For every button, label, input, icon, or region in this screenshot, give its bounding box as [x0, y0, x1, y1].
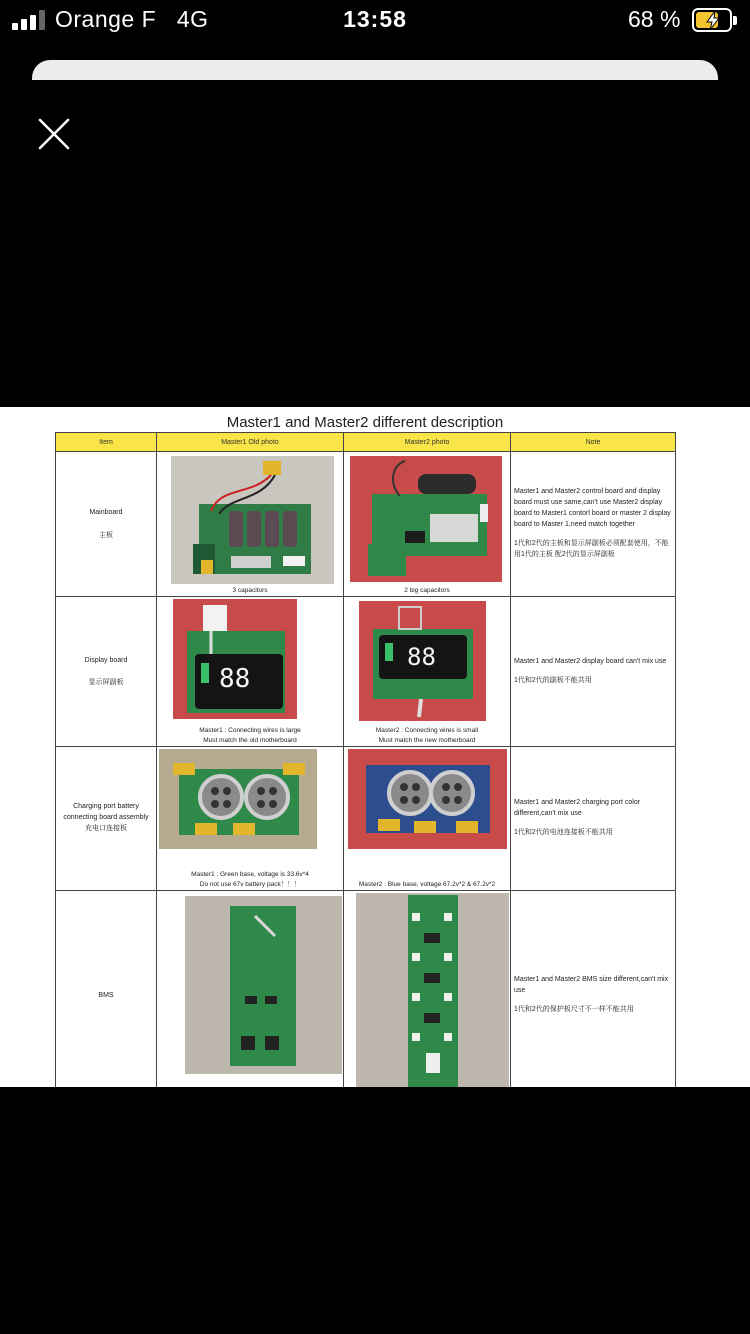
table-row	[56, 747, 676, 891]
note-text-cn: 1代和2代的主板和显示屏副板必须配套使用，不能用1代的主板 配2代的显示屏副板	[514, 539, 669, 558]
battery-icon	[692, 8, 732, 32]
header-item: Item	[56, 433, 157, 452]
close-icon	[36, 116, 72, 152]
display-master1-photo	[173, 599, 297, 719]
status-bar	[0, 0, 750, 44]
master2-caption: 2 big capacitors	[404, 586, 450, 594]
note-text-cn: 1代和2代的电池连接板不能共用	[514, 828, 613, 836]
master1-photo-cell	[157, 452, 344, 597]
bms-master2-photo	[356, 893, 509, 1087]
note-cell	[511, 747, 676, 891]
item-name: Display board	[84, 656, 128, 664]
comparison-table	[55, 432, 676, 1087]
item-cell	[56, 747, 157, 891]
mainboard-master2-photo	[350, 456, 502, 582]
master2-photo-cell	[344, 891, 511, 1088]
note-cell	[511, 597, 676, 747]
item-name-cn: 主板	[99, 531, 113, 539]
item-name-cn: 显示屏副板	[88, 679, 124, 687]
carrier-name: Orange F	[55, 6, 157, 32]
item-cell	[56, 452, 157, 597]
note-text: Master1 and Master2 display board can't mix use	[514, 657, 667, 665]
display-digits: 88	[407, 643, 436, 671]
display-digits: 88	[219, 664, 251, 694]
document-title: Master1 and Master2 different description	[226, 414, 504, 431]
master2-caption: Master2 : Connecting wires is small Must match the new motherboard	[375, 727, 479, 744]
header-master1: Master1 Old photo	[157, 433, 344, 452]
item-name: Mainboard	[89, 509, 123, 517]
display-master2-photo	[359, 601, 486, 721]
master1-photo-cell	[157, 747, 344, 891]
header-master2: Master2 photo	[344, 433, 511, 452]
note-text: Master1 and Master2 charging port color different,can't mix use	[514, 799, 641, 818]
note-cell	[511, 452, 676, 597]
note-text-cn: 1代和2代的副板不能共用	[514, 676, 592, 684]
viewer-backdrop	[0, 80, 750, 407]
item-name-cn: 充电口连接板	[85, 825, 127, 833]
note-text-cn: 1代和2代的保护板尺寸不一样不能共用	[514, 1005, 634, 1013]
master2-photo-cell	[344, 597, 511, 747]
network-type: 4G	[176, 6, 209, 32]
note-text: Master1 and Master2 BMS size different,can't mix use	[514, 976, 669, 995]
item-name: BMS	[98, 991, 114, 999]
clock: 13:58	[343, 6, 407, 32]
mainboard-master1-photo	[171, 456, 334, 584]
note-text: Master1 and Master2 control board and display board must use same,can't use Master2 display board to Master1 contorl board or master 2 display board to Master 1,need match together	[514, 488, 671, 528]
master1-caption: Master1 : Green base, voltage is 33.6v*4 Do not use 67v battery pack！！！	[191, 871, 309, 888]
note-cell	[511, 891, 676, 1088]
charging-bolt-icon	[705, 11, 721, 30]
battery-percentage: 68 %	[628, 6, 681, 32]
item-name: Charging port battery connecting board assembly	[63, 803, 149, 821]
master1-photo-cell	[157, 891, 344, 1088]
master1-caption: Master1 : Connecting wires is large Must match the old motherboard	[199, 727, 301, 744]
master2-photo-cell	[344, 747, 511, 891]
document-image[interactable]	[0, 407, 750, 1087]
close-button[interactable]	[36, 116, 72, 152]
item-cell	[56, 891, 157, 1088]
header-note: Note	[511, 433, 676, 452]
item-cell	[56, 597, 157, 747]
table-row	[56, 891, 676, 1088]
charging-master1-photo	[159, 749, 317, 849]
table-row	[56, 452, 676, 597]
master2-caption: Master2 : Blue base, voltage 67.2v*2 & 67.2v*2	[358, 880, 496, 888]
master1-caption: 3 capacitors	[232, 586, 268, 594]
master2-photo-cell	[344, 452, 511, 597]
charging-master2-photo	[348, 749, 507, 849]
bms-master1-photo	[185, 896, 342, 1074]
master1-photo-cell	[157, 597, 344, 747]
table-row	[56, 597, 676, 747]
table-header-row	[56, 433, 676, 452]
